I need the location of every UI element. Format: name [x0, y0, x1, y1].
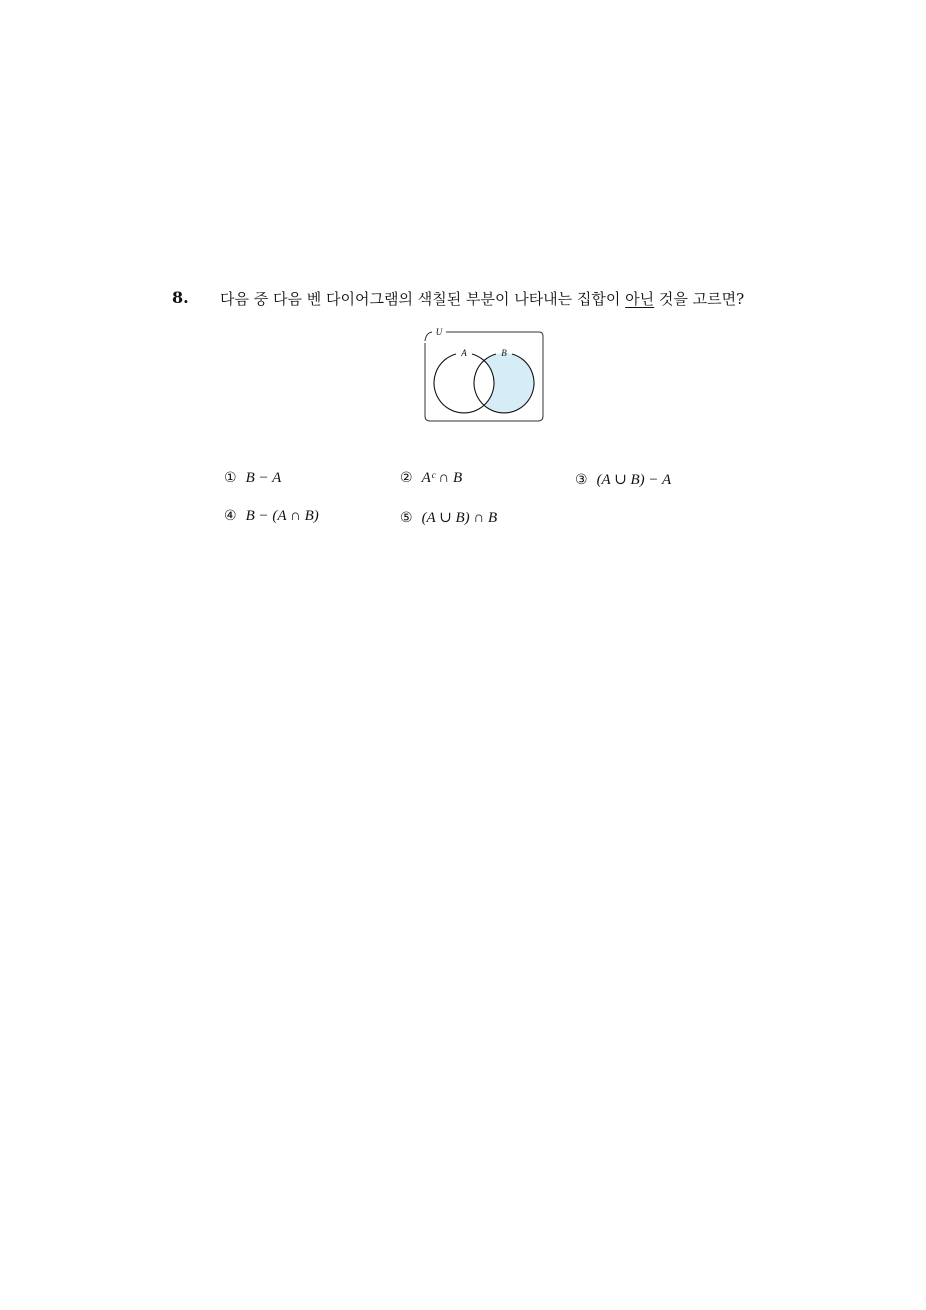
question-number: 8. — [172, 288, 189, 307]
question-text — [220, 288, 744, 309]
choice-2-mark: ② — [400, 470, 413, 486]
choice-3-mark: ③ — [575, 472, 588, 488]
question-underlined-word: 아닌 — [625, 290, 655, 308]
choice-3[interactable] — [575, 470, 671, 489]
universe-label: U — [435, 327, 443, 337]
choice-5-expression: (A ∪ B) ∩ B — [421, 510, 498, 526]
choice-1-expression: B − A — [245, 470, 282, 486]
set-a-label: A — [461, 348, 467, 358]
choice-1-mark: ① — [224, 470, 237, 486]
choice-5[interactable] — [400, 508, 497, 527]
choice-4[interactable] — [224, 508, 319, 525]
venn-diagram — [418, 323, 548, 427]
choice-1[interactable] — [224, 470, 281, 487]
choice-4-expression: B − (A ∩ B) — [245, 508, 319, 524]
question-text-before: 다음 중 다음 벤 다이어그램의 색칠된 부분이 나타내는 집합이 — [220, 290, 626, 308]
choice-2-expression: Aᶜ ∩ B — [421, 470, 463, 486]
choice-4-mark: ④ — [224, 508, 237, 524]
set-b-label: B — [501, 348, 507, 358]
choice-5-mark: ⑤ — [400, 510, 413, 526]
choice-2[interactable] — [400, 470, 462, 487]
question-text-after: 것을 고르면? — [654, 290, 745, 308]
choice-3-expression: (A ∪ B) − A — [596, 472, 672, 488]
